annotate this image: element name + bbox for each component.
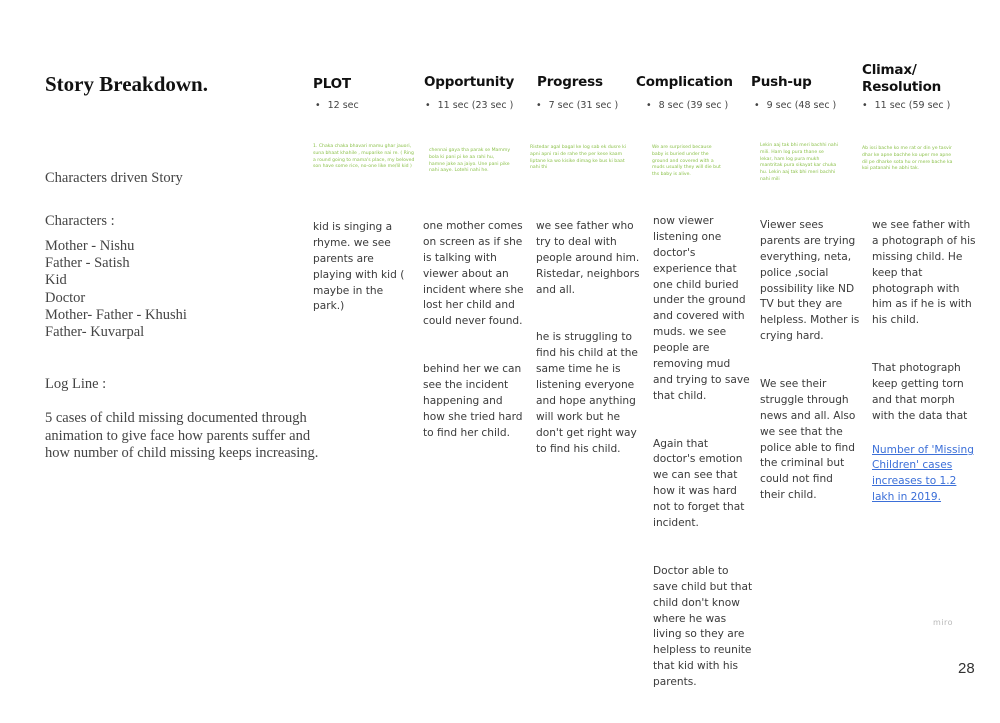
column-body-plot bbox=[313, 204, 413, 347]
characters-list bbox=[45, 238, 187, 341]
column-body-pushup bbox=[760, 202, 860, 536]
bullet: • bbox=[754, 100, 760, 111]
column-time-progress bbox=[536, 100, 618, 111]
body-paragraph: behind her we can see the incident happening and how she tried hard to find her child. bbox=[423, 363, 523, 439]
column-body-complication bbox=[653, 198, 753, 723]
column-heading-pushup: Push-up bbox=[751, 74, 812, 90]
character-item: Kid bbox=[45, 272, 67, 289]
character-item: Father- Kuvarpal bbox=[45, 324, 145, 341]
character-item: Mother- Father - Khushi bbox=[45, 306, 187, 323]
body-paragraph: Doctor able to save child but that child don't know where he was living so they are helpless to reunite that kid with his parents. bbox=[653, 564, 753, 689]
body-paragraph: now viewer listening one doctor's experience that one child buried under the ground and covered with muds. we see people are removing mud and trying to save that child. bbox=[653, 214, 750, 402]
bullet: • bbox=[646, 100, 652, 111]
time-value: 7 sec (31 sec ) bbox=[548, 100, 619, 111]
body-paragraph: we see father with a photograph of his missing child. He keep that photograph with him as if he is with his child. bbox=[872, 218, 976, 327]
column-lyric-climax: Ab issi bache ko me rat or din ye tasvir dhar ke apne bachhe ko uper me apne dil pe dharke sota hu or mere bache ka koi patanahi he abhi tak. bbox=[862, 146, 953, 172]
column-time-plot bbox=[315, 100, 359, 111]
character-item: Father - Satish bbox=[45, 255, 130, 272]
column-heading-climax: Climax/ Resolution bbox=[862, 62, 942, 95]
bullet: • bbox=[315, 100, 321, 111]
bullet: • bbox=[862, 100, 868, 111]
column-time-opportunity bbox=[425, 100, 513, 111]
bullet: • bbox=[425, 100, 431, 111]
body-paragraph: We see their struggle through news and all. Also we see that the police able to find the criminal but could not find their child. bbox=[760, 377, 856, 502]
column-time-pushup bbox=[754, 100, 836, 111]
time-value: 8 sec (39 sec ) bbox=[658, 100, 729, 111]
column-lyric-plot: 1. Chaka chaka bhavari mamu ghar jauori, suna bhaat khahile , muparike nai re. ( Ring a round going to mama's place, my beloved son have some rice, no-one like me/lil kid ) bbox=[313, 144, 415, 170]
logline-text: 5 cases of child missing documented through animation to give face how parents suffer and how number of child missing keeps increasing. bbox=[45, 410, 319, 461]
column-lyric-progress: Ristedar agal bagal ke log sab ek dusre ki apni apni rai de rahe the per kese kaam liptane ka wo kisike dimag ke bus ki baat nahi thi bbox=[530, 145, 627, 171]
characters-label: Characters : bbox=[45, 213, 115, 229]
miro-watermark: miro bbox=[933, 618, 954, 627]
column-lyric-opportunity: chennai gaya tha parak se Mammy bola ki pani pi ke aa rahi hu, hamne jake aa jaiyo. Une pani pike nahi aaye. Lotehi nahi he. bbox=[429, 148, 511, 174]
column-time-complication bbox=[646, 100, 728, 111]
character-item: Doctor bbox=[45, 289, 86, 306]
missing-children-link[interactable]: Number of 'Missing Children' cases increases to 1.2 lakh in 2019. bbox=[872, 443, 974, 504]
column-heading-progress: Progress bbox=[537, 74, 603, 90]
column-heading-plot: PLOT bbox=[313, 76, 351, 92]
column-lyric-pushup: Lekin aaj tak bhi meri bachhi nahi mili. Ham log pura thane se lekar, ham log pura mukh mantritak pura sikayat kar chuka hu. Lekin aaj tak bhi meri bachhi nahi mili bbox=[760, 143, 838, 182]
body-paragraph: he is struggling to find his child at the same time he is listening everyone and hope anything will work but he don't get right way to find his child. bbox=[536, 331, 638, 455]
body-paragraph: one mother comes on screen as if she is talking with viewer about an incident where she lost her child and could never found. bbox=[423, 219, 524, 328]
time-value: 11 sec (59 sec ) bbox=[874, 100, 951, 111]
time-value: 9 sec (48 sec ) bbox=[766, 100, 837, 111]
story-type: Characters driven Story bbox=[45, 170, 183, 186]
column-heading-complication: Complication bbox=[636, 74, 733, 90]
column-body-climax bbox=[872, 202, 976, 506]
column-body-opportunity bbox=[423, 203, 525, 473]
body-paragraph: kid is singing a rhyme. we see parents are playing with kid ( maybe in the park.) bbox=[313, 220, 405, 313]
body-paragraph: Again that doctor's emotion we can see that how it was hard not to forget that incident. bbox=[653, 437, 745, 530]
character-item: Mother - Nishu bbox=[45, 238, 135, 254]
body-paragraph: That photograph keep getting torn and that morph with the data that bbox=[872, 362, 968, 422]
column-lyric-complication: We are surprised because baby is buried under the ground and covered with a muds usually they will die but ths baby is alive. bbox=[652, 145, 721, 178]
time-value: 11 sec (23 sec ) bbox=[437, 100, 514, 111]
column-heading-opportunity: Opportunity bbox=[424, 74, 515, 90]
column-time-climax bbox=[862, 100, 950, 111]
body-paragraph: Viewer sees parents are trying everything, neta, police ,social possibility like ND TV but they are helpless. Mother is crying hard. bbox=[760, 218, 860, 343]
body-paragraph: we see father who try to deal with people around him. Ristedar, neighbors and all. bbox=[536, 219, 640, 296]
column-body-progress bbox=[536, 203, 640, 489]
page-number: 28 bbox=[958, 660, 975, 677]
time-value: 12 sec bbox=[327, 100, 359, 111]
bullet: • bbox=[536, 100, 542, 111]
logline-label: Log Line : bbox=[45, 376, 107, 392]
page-title: Story Breakdown. bbox=[45, 72, 208, 96]
